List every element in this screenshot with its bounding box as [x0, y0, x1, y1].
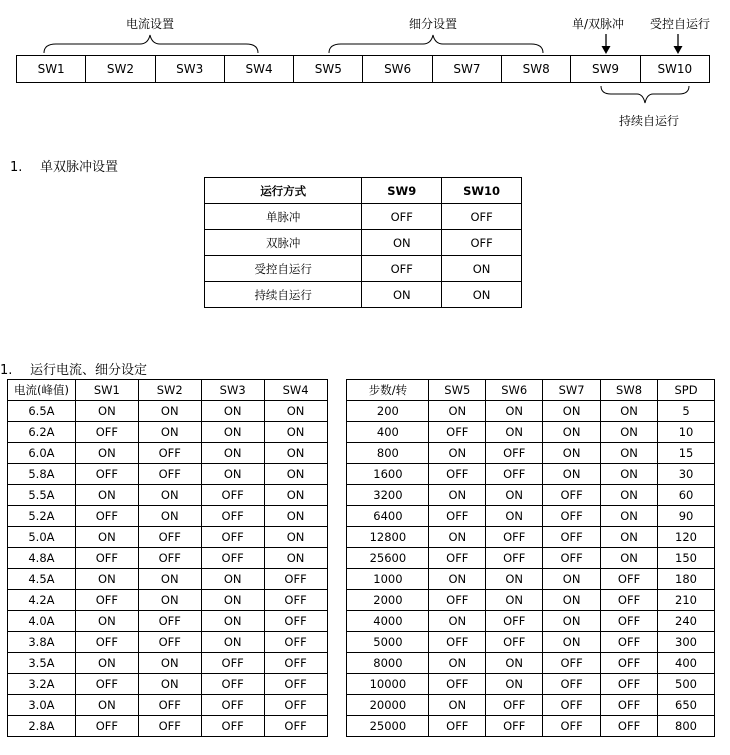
- table-cell: ON: [201, 401, 264, 422]
- table-cell: ON: [201, 464, 264, 485]
- table-cell: ON: [75, 569, 138, 590]
- table-cell: ON: [543, 464, 601, 485]
- table-cell: OFF: [543, 674, 601, 695]
- table-cell: OFF: [429, 590, 486, 611]
- table-cell: OFF: [543, 485, 601, 506]
- table-cell: ON: [75, 527, 138, 548]
- table-cell: 6.2A: [8, 422, 76, 443]
- table-cell: ON: [601, 443, 658, 464]
- table-cell: ON: [601, 527, 658, 548]
- table-cell: OFF: [362, 256, 442, 282]
- table-cell: OFF: [264, 569, 327, 590]
- table-cell: ON: [429, 443, 486, 464]
- table-cell: 2000: [347, 590, 429, 611]
- table-cell: 3.0A: [8, 695, 76, 716]
- table-cell: 12800: [347, 527, 429, 548]
- table-cell: OFF: [601, 674, 658, 695]
- table-cell: 4.0A: [8, 611, 76, 632]
- table-header: SW6: [486, 380, 543, 401]
- table-cell: ON: [138, 506, 201, 527]
- table-cell: OFF: [138, 632, 201, 653]
- table-cell: ON: [264, 548, 327, 569]
- table-cell: OFF: [486, 695, 543, 716]
- switch-cell: SW9: [570, 56, 639, 82]
- table-cell: OFF: [201, 485, 264, 506]
- table-cell: 5000: [347, 632, 429, 653]
- table-cell: 120: [658, 527, 715, 548]
- table-cell: ON: [264, 443, 327, 464]
- table-cell: 400: [347, 422, 429, 443]
- table-cell: OFF: [601, 653, 658, 674]
- table-cell: ON: [138, 590, 201, 611]
- table-cell: 4.8A: [8, 548, 76, 569]
- table-row: [8, 716, 715, 737]
- table-gap: [327, 464, 347, 485]
- table-cell: ON: [486, 401, 543, 422]
- table-cell: OFF: [486, 548, 543, 569]
- table-gap: [327, 485, 347, 506]
- table-row: [8, 590, 715, 611]
- table-cell: ON: [201, 422, 264, 443]
- table-cell: ON: [543, 632, 601, 653]
- table-cell: 5.5A: [8, 485, 76, 506]
- table-cell: OFF: [138, 464, 201, 485]
- table-cell: ON: [201, 569, 264, 590]
- switch-cell: SW7: [432, 56, 501, 82]
- table-gap: [327, 401, 347, 422]
- table-row: [8, 653, 715, 674]
- table-cell: 3.8A: [8, 632, 76, 653]
- table-cell: OFF: [486, 527, 543, 548]
- table-cell: OFF: [442, 230, 522, 256]
- table-cell: OFF: [442, 204, 522, 230]
- table-cell: ON: [543, 443, 601, 464]
- table-cell: ON: [442, 256, 522, 282]
- table-cell: OFF: [201, 674, 264, 695]
- table-header-row: [205, 178, 522, 204]
- switch-cell: SW1: [37, 62, 65, 76]
- table-cell: OFF: [601, 569, 658, 590]
- table-cell: OFF: [601, 590, 658, 611]
- sw10-arrow-icon: [672, 34, 684, 55]
- table-gap: [327, 590, 347, 611]
- table-gap: [327, 527, 347, 548]
- table-cell: OFF: [429, 422, 486, 443]
- table-cell: 30: [658, 464, 715, 485]
- switch-cell: SW8: [501, 56, 570, 82]
- table-cell: ON: [601, 401, 658, 422]
- table-cell: OFF: [264, 632, 327, 653]
- table-cell: OFF: [486, 443, 543, 464]
- table-header-row: [8, 380, 715, 401]
- table-row: [8, 548, 715, 569]
- table-cell: ON: [429, 569, 486, 590]
- table-cell: ON: [543, 569, 601, 590]
- table-gap: [327, 548, 347, 569]
- table-cell: ON: [75, 653, 138, 674]
- table-gap: [327, 380, 347, 401]
- table-cell: OFF: [543, 506, 601, 527]
- switch-cell: SW3: [155, 56, 224, 82]
- table-cell: OFF: [601, 611, 658, 632]
- table-cell: 5.2A: [8, 506, 76, 527]
- table-row: [8, 401, 715, 422]
- table-cell: ON: [201, 590, 264, 611]
- table-cell: OFF: [264, 611, 327, 632]
- table-header: SW4: [264, 380, 327, 401]
- table-cell: 60: [658, 485, 715, 506]
- table-cell: OFF: [601, 716, 658, 737]
- table-gap: [327, 611, 347, 632]
- table-cell: OFF: [486, 611, 543, 632]
- table-cell: 180: [658, 569, 715, 590]
- table-cell: 25600: [347, 548, 429, 569]
- table-cell: 4000: [347, 611, 429, 632]
- table-cell: 1000: [347, 569, 429, 590]
- table-cell: OFF: [75, 422, 138, 443]
- table-gap: [327, 569, 347, 590]
- section1-number: 1.: [10, 160, 23, 175]
- table-row: [8, 485, 715, 506]
- table-cell: ON: [201, 632, 264, 653]
- table-cell: OFF: [543, 716, 601, 737]
- table-cell: 10000: [347, 674, 429, 695]
- table-cell: 240: [658, 611, 715, 632]
- table-cell: 4.5A: [8, 569, 76, 590]
- table-gap: [327, 422, 347, 443]
- section2-title: 运行电流、细分设定: [30, 363, 148, 378]
- table-cell: ON: [201, 611, 264, 632]
- table-row: [8, 464, 715, 485]
- table-cell: OFF: [486, 632, 543, 653]
- table-row: [8, 422, 715, 443]
- table-cell: ON: [429, 653, 486, 674]
- table-row: [205, 204, 522, 230]
- table-cell: OFF: [201, 695, 264, 716]
- table-cell: 单脉冲: [205, 204, 362, 230]
- table-cell: 15: [658, 443, 715, 464]
- table-cell: 20000: [347, 695, 429, 716]
- table-gap: [327, 674, 347, 695]
- table-cell: ON: [138, 401, 201, 422]
- table-cell: ON: [75, 401, 138, 422]
- table-header: SW5: [429, 380, 486, 401]
- table-header: SW10: [442, 178, 522, 204]
- table-row: [8, 569, 715, 590]
- table-cell: ON: [362, 230, 442, 256]
- table-cell: 25000: [347, 716, 429, 737]
- table-cell: ON: [138, 485, 201, 506]
- table-cell: OFF: [543, 695, 601, 716]
- table-cell: 5.8A: [8, 464, 76, 485]
- table-cell: OFF: [138, 695, 201, 716]
- table-cell: ON: [75, 443, 138, 464]
- table-cell: OFF: [201, 548, 264, 569]
- table-cell: 1600: [347, 464, 429, 485]
- table-row: [8, 506, 715, 527]
- table-cell: ON: [75, 611, 138, 632]
- table-row: [205, 256, 522, 282]
- current-setting-label: 电流设置: [126, 17, 175, 31]
- table-cell: 3.2A: [8, 674, 76, 695]
- table-cell: OFF: [201, 527, 264, 548]
- continuous-run-label: 持续自运行: [619, 114, 680, 128]
- table-cell: OFF: [543, 548, 601, 569]
- table-cell: OFF: [201, 506, 264, 527]
- table-cell: OFF: [429, 716, 486, 737]
- table-cell: 5: [658, 401, 715, 422]
- table-header: SW8: [601, 380, 658, 401]
- table-cell: ON: [264, 464, 327, 485]
- table-cell: OFF: [543, 653, 601, 674]
- table-cell: 4.2A: [8, 590, 76, 611]
- switch-cell: SW2: [85, 56, 154, 82]
- table-row: [8, 674, 715, 695]
- table-gap: [327, 443, 347, 464]
- table-cell: ON: [543, 590, 601, 611]
- switch-cell: SW10: [640, 56, 709, 82]
- table-gap: [327, 632, 347, 653]
- table-cell: 400: [658, 653, 715, 674]
- table-cell: OFF: [486, 716, 543, 737]
- section1-title: 单双脉冲设置: [40, 160, 119, 175]
- table-cell: ON: [429, 527, 486, 548]
- table-row: [8, 695, 715, 716]
- table-header: SW9: [362, 178, 442, 204]
- table-cell: 8000: [347, 653, 429, 674]
- table-row: [8, 611, 715, 632]
- table-cell: ON: [264, 527, 327, 548]
- table-cell: ON: [486, 569, 543, 590]
- table-gap: [327, 695, 347, 716]
- microstep-setting-label: 细分设置: [409, 17, 458, 31]
- table-cell: OFF: [138, 443, 201, 464]
- table-cell: ON: [429, 695, 486, 716]
- table-cell: OFF: [362, 204, 442, 230]
- table-cell: OFF: [486, 464, 543, 485]
- table-cell: OFF: [543, 527, 601, 548]
- table-cell: OFF: [75, 506, 138, 527]
- sw9-arrow-icon: [600, 34, 612, 55]
- table-cell: ON: [429, 611, 486, 632]
- table-cell: ON: [138, 674, 201, 695]
- table-cell: OFF: [138, 527, 201, 548]
- table-cell: ON: [486, 422, 543, 443]
- table-header: 电流(峰值): [8, 380, 76, 401]
- table-cell: 2.8A: [8, 716, 76, 737]
- table-cell: OFF: [75, 716, 138, 737]
- table-cell: ON: [442, 282, 522, 308]
- table-cell: OFF: [264, 716, 327, 737]
- table-row: [8, 443, 715, 464]
- table-cell: 300: [658, 632, 715, 653]
- table-cell: 200: [347, 401, 429, 422]
- table-cell: OFF: [264, 695, 327, 716]
- table-cell: 3200: [347, 485, 429, 506]
- table-cell: ON: [486, 674, 543, 695]
- table-cell: ON: [429, 485, 486, 506]
- table-cell: OFF: [138, 548, 201, 569]
- table-cell: OFF: [75, 590, 138, 611]
- current-brace: [42, 31, 262, 55]
- table-cell: 90: [658, 506, 715, 527]
- table-cell: ON: [601, 506, 658, 527]
- table-cell: ON: [75, 485, 138, 506]
- table-cell: OFF: [429, 548, 486, 569]
- table-cell: 800: [347, 443, 429, 464]
- table-cell: 3.5A: [8, 653, 76, 674]
- microstep-brace: [327, 31, 547, 55]
- table-cell: ON: [486, 485, 543, 506]
- table-cell: ON: [138, 569, 201, 590]
- table-cell: OFF: [601, 632, 658, 653]
- table-gap: [327, 506, 347, 527]
- table-cell: ON: [486, 506, 543, 527]
- table-cell: ON: [429, 401, 486, 422]
- table-header: SW2: [138, 380, 201, 401]
- table-header: SW7: [543, 380, 601, 401]
- table-cell: OFF: [75, 548, 138, 569]
- table-cell: OFF: [75, 674, 138, 695]
- table-header: 运行方式: [205, 178, 362, 204]
- table-gap: [327, 716, 347, 737]
- table-cell: OFF: [75, 632, 138, 653]
- table-cell: 5.0A: [8, 527, 76, 548]
- table-cell: ON: [264, 422, 327, 443]
- table-cell: ON: [264, 506, 327, 527]
- switch-cell: SW4: [224, 56, 293, 82]
- table-cell: ON: [543, 611, 601, 632]
- sw10-function-label: 受控自运行: [650, 17, 711, 31]
- switch-row: [16, 55, 710, 83]
- table-cell: ON: [264, 485, 327, 506]
- table-cell: OFF: [264, 590, 327, 611]
- section1-heading: [10, 156, 118, 175]
- table-row: [8, 527, 715, 548]
- table-cell: ON: [543, 422, 601, 443]
- table-header: SPD: [658, 380, 715, 401]
- table-cell: OFF: [201, 653, 264, 674]
- table-cell: OFF: [601, 695, 658, 716]
- table-row: [205, 282, 522, 308]
- table-cell: ON: [601, 485, 658, 506]
- table-cell: 6.5A: [8, 401, 76, 422]
- table-cell: ON: [264, 401, 327, 422]
- table-cell: OFF: [75, 464, 138, 485]
- table-cell: ON: [75, 695, 138, 716]
- table-header: SW3: [201, 380, 264, 401]
- table-cell: 150: [658, 548, 715, 569]
- table-cell: OFF: [264, 674, 327, 695]
- sw9-function-label: 单/双脉冲: [572, 17, 625, 31]
- table-cell: ON: [601, 464, 658, 485]
- table-cell: ON: [486, 590, 543, 611]
- table-cell: 持续自运行: [205, 282, 362, 308]
- table-cell: 210: [658, 590, 715, 611]
- continuous-run-brace: [599, 84, 691, 106]
- pulse-mode-table: [204, 177, 522, 308]
- table-cell: 6400: [347, 506, 429, 527]
- table-cell: 双脉冲: [205, 230, 362, 256]
- table-cell: ON: [486, 653, 543, 674]
- table-cell: ON: [601, 548, 658, 569]
- section2-number: 1.: [0, 363, 13, 378]
- table-cell: 650: [658, 695, 715, 716]
- current-microstep-table: [7, 379, 715, 737]
- table-cell: ON: [138, 422, 201, 443]
- table-cell: ON: [601, 422, 658, 443]
- table-cell: ON: [138, 653, 201, 674]
- table-cell: OFF: [429, 632, 486, 653]
- table-cell: 500: [658, 674, 715, 695]
- switch-cell: SW6: [362, 56, 431, 82]
- switch-cell: SW5: [293, 56, 362, 82]
- table-cell: OFF: [429, 464, 486, 485]
- table-cell: OFF: [429, 506, 486, 527]
- table-gap: [327, 653, 347, 674]
- table-cell: 800: [658, 716, 715, 737]
- table-cell: ON: [543, 401, 601, 422]
- table-cell: OFF: [201, 716, 264, 737]
- table-row: [205, 230, 522, 256]
- table-cell: ON: [362, 282, 442, 308]
- table-cell: 6.0A: [8, 443, 76, 464]
- table-row: [8, 632, 715, 653]
- table-cell: OFF: [429, 674, 486, 695]
- table-header: 步数/转: [347, 380, 429, 401]
- table-cell: OFF: [138, 716, 201, 737]
- table-header: SW1: [75, 380, 138, 401]
- section2-heading: [0, 359, 147, 378]
- table-cell: 受控自运行: [205, 256, 362, 282]
- table-cell: OFF: [138, 611, 201, 632]
- table-cell: OFF: [264, 653, 327, 674]
- table-cell: 10: [658, 422, 715, 443]
- table-cell: ON: [201, 443, 264, 464]
